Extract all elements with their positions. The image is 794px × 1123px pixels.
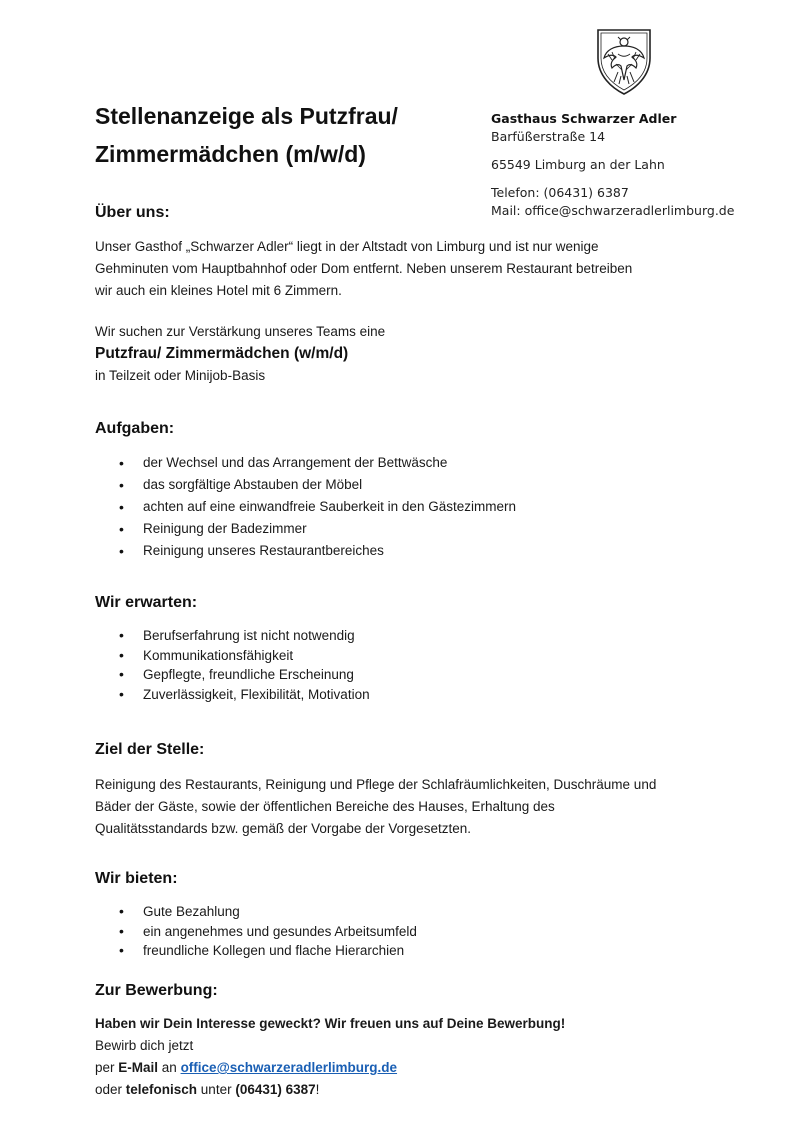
expect-heading: Wir erwarten: (95, 594, 198, 611)
list-item: • Gute Bezahlung (95, 902, 735, 922)
contact-mail: Mail: office@schwarzeradlerlimburg.de (491, 203, 735, 218)
email-label: E-Mail (118, 1060, 159, 1075)
list-item: • Berufserfahrung ist nicht notwendig (95, 626, 735, 646)
position-title: Putzfrau/ Zimmermädchen (w/m/d) (95, 345, 349, 362)
tasks-heading: Aufgaben: (95, 420, 175, 437)
apply-heading: Zur Bewerbung: (95, 982, 218, 999)
apply-oder: oder (95, 1082, 126, 1097)
offer-list (95, 902, 735, 961)
employment-type: in Teilzeit oder Minijob-Basis (95, 368, 266, 383)
list-item: • achten auf eine einwandfreie Sauberkeit in den Gästezimmern (95, 496, 735, 518)
about-text (95, 236, 735, 302)
list-item: • Kommunikationsfähigkeit (95, 646, 735, 666)
street-address: Barfüßerstraße 14 (491, 129, 606, 144)
apply-end: ! (315, 1082, 320, 1097)
expect-list (95, 626, 735, 704)
apply-email-line (95, 1057, 745, 1079)
about-line: Unser Gasthof „Schwarzer Adler“ liegt in der Altstadt von Limburg und ist nur wenige (95, 239, 599, 254)
apply-unter: unter (197, 1082, 236, 1097)
search-block (95, 321, 735, 387)
title-line-1: Stellenanzeige als Putzfrau/ (95, 103, 398, 129)
apply-per: per (95, 1060, 119, 1075)
list-item: • der Wechsel und das Arrangement der Bettwäsche (95, 452, 735, 474)
goal-line: Qualitätsstandards bzw. gemäß der Vorgabe der Vorgesetzten. (95, 821, 471, 836)
email-link[interactable]: office@schwarzeradlerlimburg.de (180, 1060, 398, 1075)
list-item: • Reinigung unseres Restaurantbereiches (95, 540, 735, 562)
apply-an: an (158, 1060, 181, 1075)
eagle-crest-icon (592, 24, 656, 96)
offer-heading: Wir bieten: (95, 870, 178, 887)
list-item: • Reinigung der Badezimmer (95, 518, 735, 540)
goal-line: Bäder der Gäste, sowie der öffentlichen Bereiche des Hauses, Erhaltung des (95, 799, 555, 814)
business-name: Gasthaus Schwarzer Adler (491, 111, 677, 126)
contact-phone: Telefon: (06431) 6387 (491, 185, 629, 200)
title-line-2: Zimmermädchen (m/w/d) (95, 141, 366, 167)
list-item: • Gepflegte, freundliche Erscheinung (95, 665, 735, 685)
apply-phone-line (95, 1079, 745, 1101)
phone-label: telefonisch (125, 1082, 198, 1097)
phone-number: (06431) 6387 (235, 1082, 316, 1097)
list-item: • Zuverlässigkeit, Flexibilität, Motivation (95, 685, 735, 705)
list-item: • ein angenehmes und gesundes Arbeitsumfeld (95, 922, 735, 942)
apply-text (95, 1013, 745, 1101)
tasks-list (95, 452, 735, 562)
apply-lead: Haben wir Dein Interesse geweckt? Wir freuen uns auf Deine Bewerbung! (95, 1016, 566, 1031)
list-item: • das sorgfältige Abstauben der Möbel (95, 474, 735, 496)
city-address: 65549 Limburg an der Lahn (491, 157, 665, 172)
page-title (95, 97, 495, 173)
apply-call: Bewirb dich jetzt (95, 1038, 194, 1053)
goal-heading: Ziel der Stelle: (95, 741, 205, 758)
goal-line: Reinigung des Restaurants, Reinigung und Pflege der Schlafräumlichkeiten, Duschräume und (95, 777, 657, 792)
about-heading: Über uns: (95, 204, 170, 221)
about-line: Gehminuten vom Hauptbahnhof oder Dom entfernt. Neben unserem Restaurant betreiben (95, 261, 633, 276)
contact-block (491, 110, 734, 220)
goal-text (95, 774, 745, 840)
about-line: wir auch ein kleines Hotel mit 6 Zimmern. (95, 283, 342, 298)
list-item: • freundliche Kollegen und flache Hierarchien (95, 941, 735, 961)
search-intro: Wir suchen zur Verstärkung unseres Teams eine (95, 324, 386, 339)
